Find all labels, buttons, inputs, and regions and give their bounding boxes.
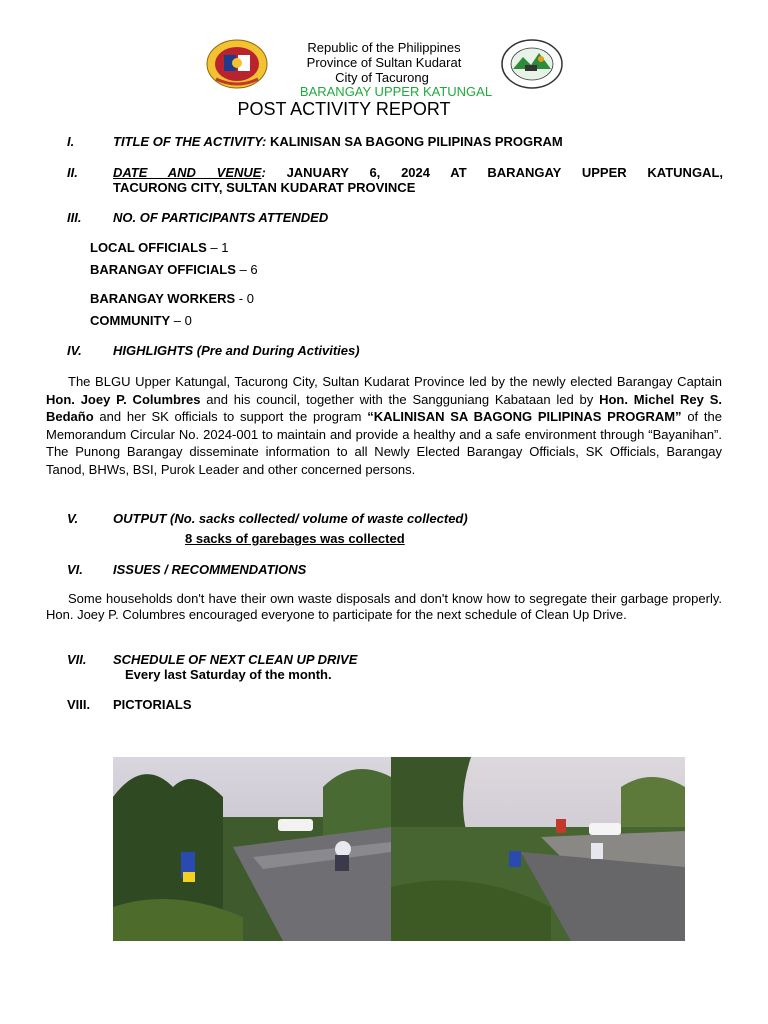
participant-count: 6: [250, 262, 258, 277]
participant-label: BARANGAY OFFICIALS: [90, 262, 236, 277]
text-run: of the Memorandum Circular No. 2024-001 to maintain and provide a healthy and a safe environment through “Bayanihan”. The Punong Barangay disseminate information to all Newly Elected Barangay Officials, SK Officials, Barangay Tanod, BHWs, BSI, Purok Leader and other concerned persons.: [46, 409, 723, 477]
section-label: DATE AND VENUE: [113, 165, 262, 180]
section-number: VII.: [67, 652, 87, 667]
separator: –: [170, 313, 185, 328]
separator: -: [235, 291, 247, 306]
section-label: TITLE OF THE ACTIVITY:: [113, 134, 267, 149]
output-value: 8 sacks of garebages was collected: [185, 531, 405, 546]
header-republic: Republic of the Philippines: [307, 40, 461, 55]
section-date-venue: [67, 165, 723, 197]
participant-label: COMMUNITY: [90, 313, 171, 328]
section-label: NO. OF PARTICIPANTS ATTENDED: [113, 210, 329, 225]
section-label: ISSUES / RECOMMENDATIONS: [113, 562, 307, 577]
section-highlights: [67, 343, 727, 359]
participant-label: LOCAL OFFICIALS: [90, 240, 207, 255]
header-barangay: BARANGAY UPPER KATUNGAL: [299, 84, 493, 99]
date-venue-line2: TACURONG CITY, SULTAN KUDARAT PROVINCE: [113, 180, 416, 195]
text-run: and his council, together with the Sangguniang Kabataan led by: [200, 391, 600, 407]
sk-chair-name: Hon. Michel Rey S. Bedaño: [46, 391, 722, 424]
section-label: SCHEDULE OF NEXT CLEAN UP DRIVE: [113, 652, 358, 667]
section-label: PICTORIALS: [113, 697, 192, 712]
participant-label: BARANGAY WORKERS: [90, 291, 236, 306]
activity-title-value: KALINISAN SA BAGONG PILIPINAS PROGRAM: [269, 134, 563, 149]
text-run: and her SK officials to support the program: [93, 409, 368, 424]
section-participants: [67, 210, 727, 226]
cleanup-photo-left: [113, 757, 391, 941]
header-province: Province of Sultan Kudarat: [306, 55, 462, 70]
participant-row: [90, 313, 192, 328]
section-number: II.: [67, 165, 78, 180]
text-run: The BLGU Upper Katungal, Tacurong City, Sultan Kudarat Province led by the newly elected Barangay Captain: [68, 374, 722, 389]
participant-count: 0: [246, 291, 254, 306]
participant-row: [90, 240, 228, 255]
section-label: OUTPUT (No. sacks collected/ volume of waste collected): [113, 511, 468, 526]
section-number: V.: [67, 511, 79, 526]
section-label: HIGHLIGHTS (Pre and During Activities): [113, 343, 360, 358]
issues-paragraph: Some households don't have their own waste disposals and don't know how to segregate their garbage properly. Hon. Joey P. Columbres encouraged everyone to participate for the next schedule of Clean Up Drive.: [46, 591, 722, 622]
separator: –: [206, 240, 222, 255]
section-title-of-activity: [67, 134, 727, 150]
section-schedule: [67, 652, 727, 668]
section-number: VIII.: [67, 697, 91, 712]
captain-name: Hon. Joey P. Columbres: [46, 391, 201, 407]
separator: –: [235, 262, 251, 277]
section-number: IV.: [67, 343, 82, 358]
participant-count: 1: [221, 240, 229, 255]
section-number: I.: [67, 134, 75, 149]
section-number: VI.: [67, 562, 83, 577]
highlights-paragraph: [46, 373, 722, 478]
header-city: City of Tacurong: [335, 70, 429, 85]
section-issues: [67, 562, 727, 578]
section-pictorials: [67, 697, 727, 713]
program-name: “KALINISAN SA BAGONG PILIPINAS PROGRAM”: [367, 409, 682, 424]
section-number: III.: [67, 210, 82, 225]
schedule-value: Every last Saturday of the month.: [125, 667, 332, 682]
participant-count: 0: [184, 313, 192, 328]
colon: :: [261, 165, 266, 180]
report-title: POST ACTIVITY REPORT: [237, 99, 451, 119]
participant-row: [90, 262, 258, 277]
participant-row: [90, 291, 254, 306]
cleanup-photo-right: [391, 757, 685, 941]
date-venue-line1: JANUARY 6, 2024 AT BARANGAY UPPER KATUNGAL,: [286, 165, 723, 180]
section-output: [67, 511, 727, 527]
